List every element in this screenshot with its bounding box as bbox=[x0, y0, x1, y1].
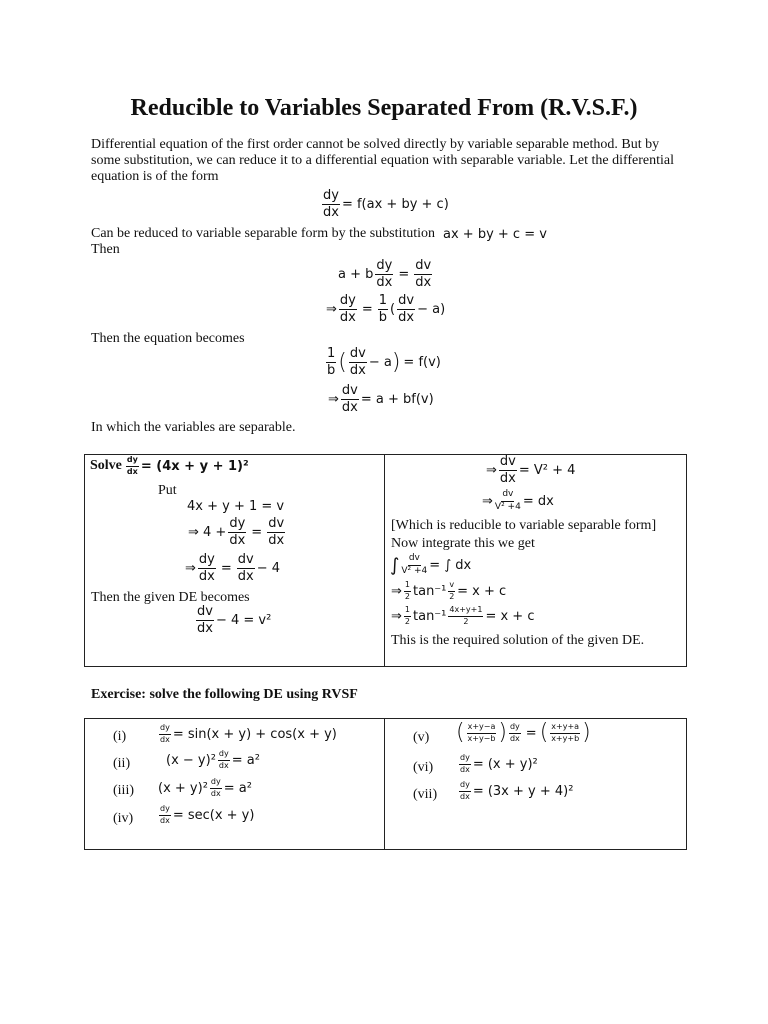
exercise-label-iii: (iii) bbox=[113, 783, 134, 798]
new-de: $\frac{dv}{dx}$ − 4 = v² bbox=[197, 604, 272, 637]
separable-equation: ⇒ $\frac{dv}{dx}$ = a + bf(v) bbox=[328, 383, 434, 416]
reducible-note: [Which is reducible to variable separable form] bbox=[391, 518, 657, 533]
rearranged-equation: ⇒ $\frac{dy}{dx}$ = $\frac{1}{b}$ ( $\frac{dv}{dx}$ − a) bbox=[326, 293, 446, 326]
integrate-note: Now integrate this we get bbox=[391, 536, 535, 551]
exercise-label-v: (v) bbox=[413, 730, 430, 745]
exercise-i: $\frac{dy}{dx}$ = sin(x + y) + cos(x + y) bbox=[160, 723, 337, 744]
exercise-label-iv: (iv) bbox=[113, 811, 134, 826]
main-equation: $\frac{dy}{dx}$ = f(ax + by + c) bbox=[323, 188, 449, 221]
substituted-equation: $\frac{1}{b}$ ( $\frac{dv}{dx}$ − a ) = f(v) bbox=[327, 346, 441, 379]
conclusion-text: This is the required solution of the given DE. bbox=[391, 633, 645, 648]
given-de-becomes: Then the given DE becomes bbox=[91, 590, 250, 605]
final-solution: ⇒ $\frac{1}{2}$ tan⁻¹ $\frac{4x+y+1}{2}$ = x + c bbox=[391, 605, 535, 626]
exercise-label-vi: (vi) bbox=[413, 760, 434, 775]
exercise-label-vii: (vii) bbox=[413, 787, 438, 802]
intro-paragraph: Differential equation of the first order cannot be solved directly by variable separable method. But by some substitution, we can reduce it to a differential equation with separable variable. Let the differential equation is of the form bbox=[91, 137, 674, 184]
put-label: Put bbox=[158, 483, 177, 498]
substitution-text: Can be reduced to variable separable form by the substitution bbox=[91, 226, 436, 241]
equation-becomes-text: Then the equation becomes bbox=[91, 331, 245, 346]
integral-equation: ∫ $\frac{dv}{\text{V² +4}}$ = ∫ dx bbox=[390, 553, 472, 576]
exercise-ii: (x − y)² $\frac{dy}{dx}$ = a² bbox=[166, 749, 260, 770]
separable-note: In which the variables are separable. bbox=[91, 420, 296, 435]
exercise-vi: $\frac{dy}{dx}$ = (x + y)² bbox=[460, 753, 538, 774]
integrated-result: ⇒ $\frac{1}{2}$ tan⁻¹ $\frac{v}{2}$ = x + c bbox=[391, 580, 507, 601]
substitution-v: 4x + y + 1 = v bbox=[187, 499, 285, 514]
separated-form: ⇒ $\frac{dv}{\text{V² +4}}$ = dx bbox=[482, 489, 554, 512]
solve-problem: Solve $\frac{dy}{dx}$ = (4x + y + 1)² bbox=[90, 455, 249, 476]
dy-dx-expression: ⇒ $\frac{dy}{dx}$ = $\frac{dv}{dx}$ − 4 bbox=[185, 552, 281, 585]
page-title: Reducible to Variables Separated From (R.V.S.F.) bbox=[130, 95, 638, 121]
exercise-label-ii: (ii) bbox=[113, 756, 131, 771]
derivative-equation: a + b $\frac{dy}{dx}$ = $\frac{dv}{dx}$ bbox=[338, 258, 432, 291]
differentiated-sub: ⇒ 4 + $\frac{dy}{dx}$ = $\frac{dv}{dx}$ bbox=[188, 516, 285, 549]
exercise-iv: $\frac{dy}{dx}$ = sec(x + y) bbox=[160, 804, 255, 825]
exercise-iii: (x + y)² $\frac{dy}{dx}$ = a² bbox=[158, 777, 252, 798]
substitution-equation: ax + by + c = v bbox=[443, 227, 547, 242]
exercise-divider bbox=[384, 718, 385, 849]
exercise-heading: Exercise: solve the following DE using RVSF bbox=[91, 687, 358, 702]
then-label: Then bbox=[91, 242, 120, 257]
exercise-v: ( $\frac{x+y-a}{x+y-b}$ ) $\frac{dy}{dx}$ = ( $\frac{x+y+a}{x+y+b}$ ) bbox=[456, 720, 591, 745]
dv-dx-v2: ⇒ $\frac{dv}{dx}$ = V² + 4 bbox=[486, 454, 576, 487]
dy-dx-fraction: $\frac{dy}{dx}$ bbox=[323, 188, 339, 221]
example-divider bbox=[384, 454, 385, 666]
exercise-label-i: (i) bbox=[113, 729, 127, 744]
exercise-vii: $\frac{dy}{dx}$ = (3x + y + 4)² bbox=[460, 780, 574, 801]
